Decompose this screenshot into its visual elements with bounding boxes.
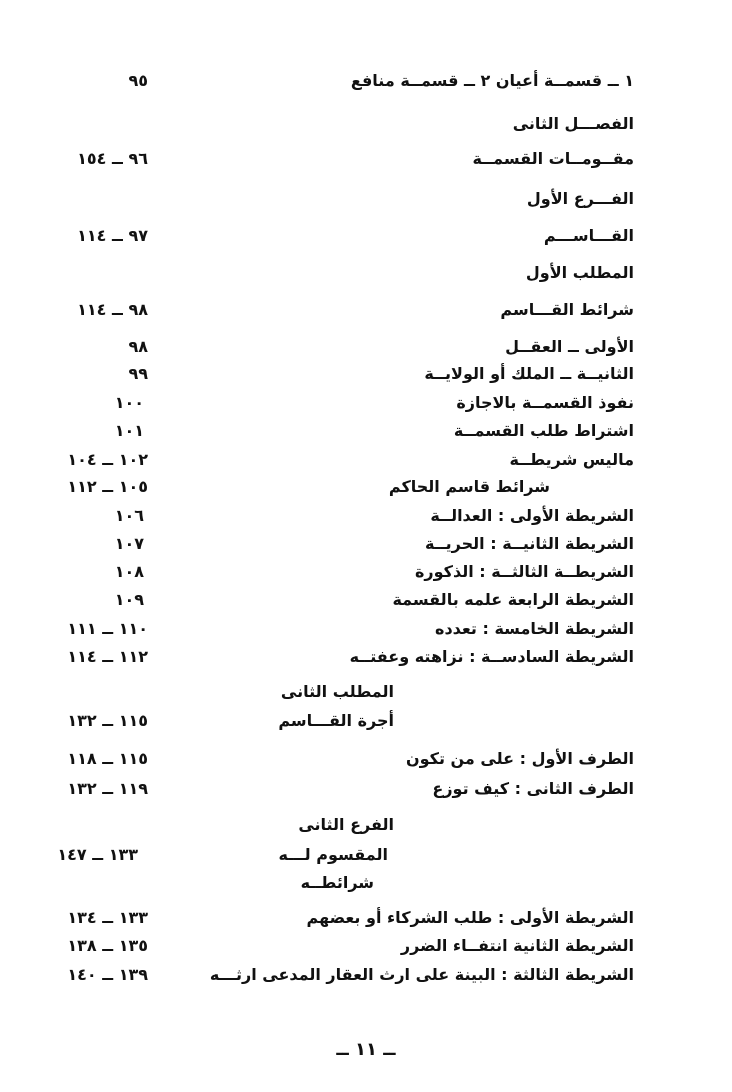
entry-title: الشريطة السادســة : نزاهته وعفتــه xyxy=(349,647,634,666)
entry-pages: ١٠٢ ــ ١٠٤ xyxy=(67,450,148,469)
entry-title: الشريطة الأولى : العدالــة xyxy=(430,506,634,525)
heading-title: الفـــرع الأول xyxy=(526,189,634,208)
entry-pages: ١٠٦ xyxy=(114,506,144,525)
entry-title: الشريطة الرابعة علمه بالقسمة xyxy=(392,590,634,609)
entry-title: القـــاســـم xyxy=(543,226,634,245)
entry-title: الأولى ــ العقــل xyxy=(505,337,634,356)
toc-entry xyxy=(0,332,732,362)
entry-pages: ١١٩ ــ ١٣٢ xyxy=(67,779,148,798)
toc-entry xyxy=(0,642,732,672)
entry-title: اشتراط طلب القسمــة xyxy=(453,421,634,440)
entry-pages: ١٠٩ xyxy=(114,590,144,609)
entry-title: الثانيــة ــ الملك أو الولايــة xyxy=(424,364,634,383)
entry-pages: ١٠٨ xyxy=(114,562,144,581)
entry-pages: ٩٥ xyxy=(128,71,148,90)
toc-entry xyxy=(0,931,732,961)
toc-entry xyxy=(0,472,732,502)
entry-title: أجرة القـــاسم xyxy=(278,711,394,730)
heading-title: المطلب الأول xyxy=(525,263,634,282)
heading-title: شرائطــه xyxy=(300,873,374,892)
entry-title: الشريطة الثانيــة : الحريــة xyxy=(425,534,634,553)
heading-title: الفصـــل الثانى xyxy=(512,114,634,133)
entry-pages: ٩٦ ــ ١٥٤ xyxy=(77,149,148,168)
entry-pages: ٩٨ xyxy=(128,337,148,356)
section-heading xyxy=(0,109,732,139)
entry-title: الشريطة الثالثة : البينة على ارث العقار المدعى ارثـــه xyxy=(209,965,634,984)
entry-pages: ١٣٣ ــ ١٣٤ xyxy=(67,908,148,927)
entry-title: الطرف الأول : على من تكون xyxy=(405,749,634,768)
entry-pages: ١٣٥ ــ ١٣٨ xyxy=(67,936,148,955)
entry-pages: ١١٠ ــ ١١١ xyxy=(67,619,148,638)
entry-title: الشريطــة الثالثــة : الذكورة xyxy=(414,562,634,581)
toc-entry xyxy=(0,840,732,870)
entry-pages: ٩٨ ــ ١١٤ xyxy=(77,300,148,319)
entry-pages: ٩٧ ــ ١١٤ xyxy=(77,226,148,245)
toc-entry xyxy=(0,960,732,990)
entry-title: مقــومــات القسمــة xyxy=(472,149,634,168)
entry-title: الشريطة الأولى : طلب الشركاء أو بعضهم xyxy=(306,908,634,927)
toc-entry xyxy=(0,416,732,446)
page-number: ــ ١١ ــ xyxy=(336,1039,396,1060)
toc-entry xyxy=(0,774,732,804)
entry-title: الطرف الثانى : كيف توزع xyxy=(432,779,634,798)
entry-pages: ١٠٥ ــ ١١٢ xyxy=(67,477,148,496)
toc-entry xyxy=(0,529,732,559)
toc-entry xyxy=(0,66,732,96)
section-heading xyxy=(0,677,732,707)
section-heading xyxy=(0,868,732,898)
heading-title: المطلب الثانى xyxy=(280,682,394,701)
entry-pages: ١٣٩ ــ ١٤٠ xyxy=(67,965,148,984)
toc-entry xyxy=(0,744,732,774)
toc-entry xyxy=(0,903,732,933)
entry-title: شرائط قاسم الحاكم xyxy=(388,477,550,496)
section-heading xyxy=(0,184,732,214)
toc-entry xyxy=(0,585,732,615)
entry-pages: ١٠١ xyxy=(114,421,144,440)
toc-entry xyxy=(0,144,732,174)
entry-pages: ١٠٧ xyxy=(114,534,144,553)
entry-pages: ١١٥ ــ ١١٨ xyxy=(67,749,148,768)
entry-pages: ٩٩ xyxy=(128,364,148,383)
heading-title: الفرع الثانى xyxy=(298,815,394,834)
section-heading xyxy=(0,810,732,840)
entry-title: ١ ــ قسمــة أعيان ٢ ــ قسمــة منافع xyxy=(350,71,634,90)
entry-pages: ١١٢ ــ ١١٤ xyxy=(67,647,148,666)
entry-title: ماليس شريطــة xyxy=(509,450,634,469)
toc-entry xyxy=(0,445,732,475)
section-heading xyxy=(0,258,732,288)
entry-title: المقسوم لـــه xyxy=(278,845,388,864)
entry-pages: ١٣٣ ــ ١٤٧ xyxy=(57,845,138,864)
toc-entry xyxy=(0,295,732,325)
toc-entry xyxy=(0,557,732,587)
toc-entry xyxy=(0,706,732,736)
entry-title: الشريطة الخامسة : تعدده xyxy=(435,619,634,638)
toc-entry xyxy=(0,388,732,418)
entry-title: شرائط القـــاسم xyxy=(500,300,634,319)
entry-pages: ١١٥ ــ ١٣٢ xyxy=(67,711,148,730)
toc-entry xyxy=(0,359,732,389)
toc-entry xyxy=(0,501,732,531)
entry-title: الشريطة الثانية انتفــاء الضرر xyxy=(400,936,634,955)
toc-entry xyxy=(0,221,732,251)
entry-pages: ١٠٠ xyxy=(114,393,144,412)
entry-title: نفوذ القسمــة بالاجازة xyxy=(456,393,634,412)
toc-entry xyxy=(0,614,732,644)
